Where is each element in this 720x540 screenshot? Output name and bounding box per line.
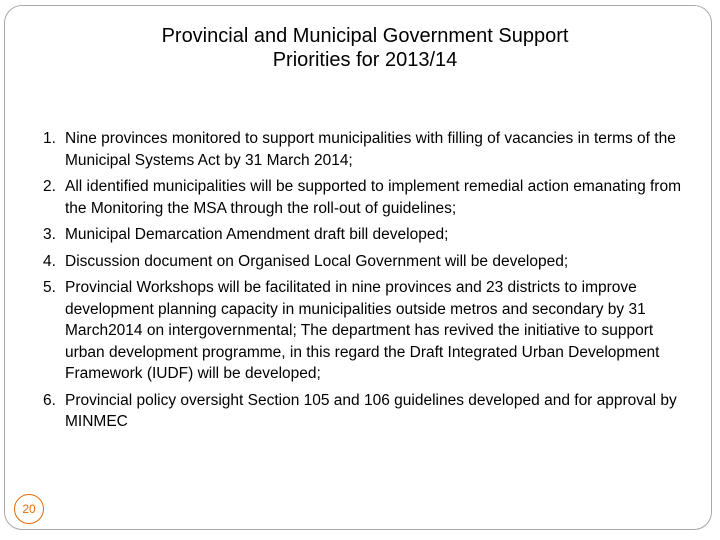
item-number: 6.: [43, 391, 56, 409]
priority-list: [43, 128, 688, 438]
page-number-badge: [14, 494, 44, 524]
item-text: Nine provinces monitored to support municipalities with filling of vacancies in terms of the Municipal Systems Act by 31 March 2014;: [65, 130, 676, 169]
item-text: Provincial Workshops will be facilitated in nine provinces and 23 districts to improve development planning capacity in municipalities outside metros and secondary by 31 March2014 on intergovernmental; The department has revived the initiative to support urban development programme, in this regard the Draft Integrated Urban Development Framework (IUDF) will be developed;: [65, 279, 660, 382]
title-line-1: Provincial and Municipal Government Support: [161, 25, 569, 47]
item-text: Discussion document on Organised Local Government will be developed;: [65, 252, 569, 270]
title-line-2: Priorities for 2013/14: [272, 49, 458, 71]
item-number: 5.: [43, 279, 56, 296]
item-text: Provincial policy oversight Section 105 and 106 guidelines developed and for approval by MINMEC: [65, 391, 677, 430]
item-number: 3.: [43, 226, 56, 243]
item-text: All identified municipalities will be supported to implement remedial action emanating from the Monitoring the MSA through the roll-out of guidelines;: [65, 178, 681, 217]
list-item: [43, 390, 688, 433]
list-item: [43, 128, 688, 171]
list-item: [43, 224, 688, 246]
list-item: [43, 277, 688, 385]
item-number: 1.: [43, 130, 56, 147]
item-text: Municipal Demarcation Amendment draft bill developed;: [65, 226, 449, 243]
item-number: 2.: [43, 178, 56, 195]
slide-title: [60, 24, 670, 72]
page-number: 20: [22, 502, 36, 516]
list-item: [43, 251, 688, 273]
item-number: 4.: [43, 252, 56, 270]
list-item: [43, 176, 688, 219]
